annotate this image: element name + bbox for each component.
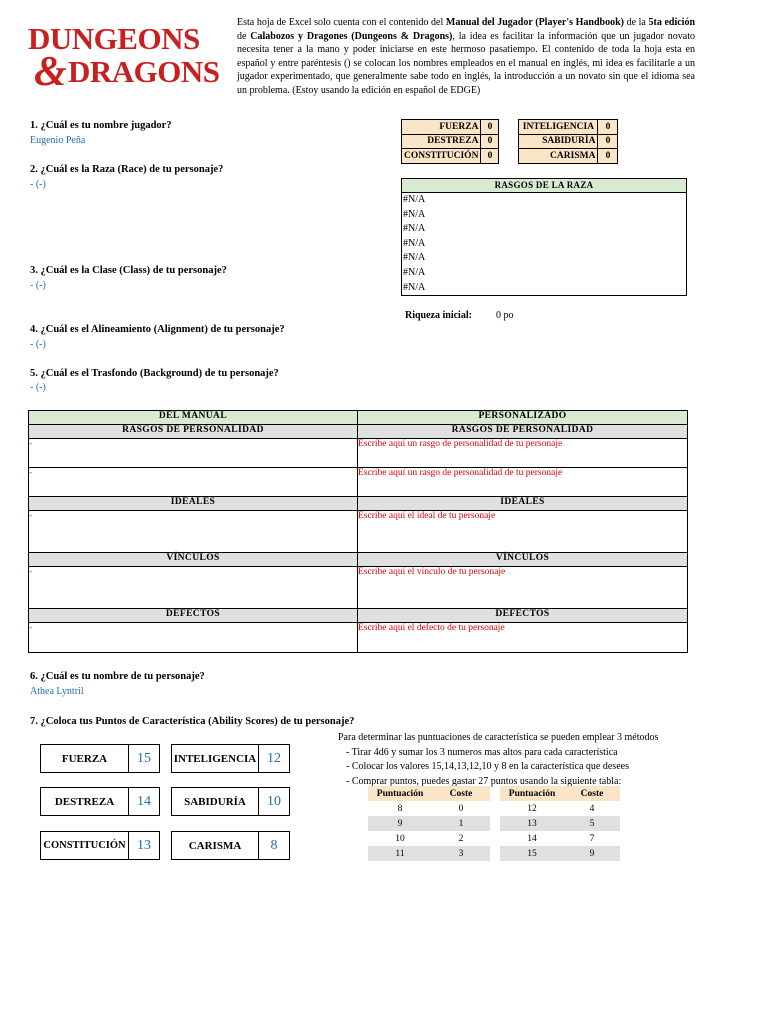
bonds-header: VÍNCULOS [358, 553, 688, 567]
mini-stat-name: DESTREZA [402, 134, 481, 149]
score-name: CARISMA [172, 832, 259, 859]
race-trait-row: #N/A [403, 281, 426, 293]
score-box-constitution [40, 831, 160, 860]
cost-table-right [500, 786, 620, 861]
answer-player-name[interactable]: Eugenio Peña [30, 135, 86, 146]
cost-header-cost: Coste [564, 786, 620, 801]
method-1: - Tirar 4d6 y sumar los 3 numeros mas altos para cada característica [346, 746, 618, 758]
question-player-name: 1. ¿Cuál es tu nombre jugador? [30, 120, 172, 131]
mini-stat-value: 0 [481, 149, 499, 164]
method-3: - Comprar puntos, puedes gastar 27 puntos usando la siguiente tabla: [346, 775, 622, 787]
column-custom-header: PERSONALIZADO [358, 411, 688, 425]
answer-race[interactable]: - (-) [30, 179, 46, 190]
answer-alignment[interactable]: - (-) [30, 339, 46, 350]
logo-ampersand: & [34, 49, 67, 95]
cost-cell: 12 [527, 803, 537, 814]
personality-table [28, 410, 688, 653]
score-box-wisdom [171, 787, 290, 816]
race-traits-header: RASGOS DE LA RAZA [402, 179, 686, 193]
cost-cell: 13 [500, 816, 564, 831]
score-name: DESTREZA [41, 788, 129, 815]
race-trait-row: #N/A [403, 194, 426, 205]
question-ability-scores: 7. ¿Coloca tus Puntos de Característica (Ability Scores) de tu personaje? [30, 716, 355, 727]
method-2: - Colocar los valores 15,14,13,12,10 y 8 en la característica que desees [346, 761, 629, 772]
cost-cell: 15 [500, 846, 564, 861]
manual-flaw[interactable]: - [29, 623, 358, 653]
question-alignment: 4. ¿Cuál es el Alineamiento (Alignment) de tu personaje? [30, 324, 285, 335]
cost-header-cost: Coste [432, 786, 490, 801]
bonds-header: VÍNCULOS [29, 553, 358, 567]
score-name: SABIDURÍA [172, 788, 259, 815]
mini-stat-name: INTELIGENCIA [519, 120, 598, 135]
mini-spacer [499, 120, 519, 135]
mini-stat-value: 0 [598, 120, 618, 135]
custom-ideal[interactable]: Escribe aquí el ideal de tu personaje [358, 511, 688, 553]
score-value[interactable]: 15 [137, 750, 151, 766]
methods-text [338, 731, 658, 789]
mini-stat-value: 0 [598, 149, 618, 164]
mini-stat-name: CARISMA [519, 149, 598, 164]
mini-stat-value: 0 [598, 134, 618, 149]
score-value[interactable]: 12 [267, 750, 281, 766]
dnd-logo [28, 21, 232, 95]
ideals-header: IDEALES [29, 497, 358, 511]
cost-cell: 14 [527, 833, 537, 844]
question-race: 2. ¿Cuál es la Raza (Race) de tu personaje? [30, 164, 224, 175]
question-class: 3. ¿Cuál es la Clase (Class) de tu personaje? [30, 265, 227, 276]
manual-ideal[interactable]: - [29, 511, 358, 553]
wealth-label: Riqueza inicial: [405, 310, 472, 321]
methods-intro: Para determinar las puntuaciones de característica se pueden emplear 3 métodos [338, 732, 659, 743]
score-name: CONSTITUCIÓN [41, 832, 129, 859]
mini-spacer [499, 149, 519, 164]
score-box-dexterity [40, 787, 160, 816]
cost-cell: 2 [458, 833, 464, 844]
cost-cell: 5 [564, 816, 620, 831]
cost-table-left [368, 786, 490, 861]
race-trait-row: #N/A [403, 266, 426, 278]
score-name: FUERZA [41, 745, 129, 772]
logo-line1: DUNGEONS [28, 21, 200, 56]
traits-header: RASGOS DE PERSONALIDAD [358, 425, 688, 439]
wealth-value: 0 po [496, 310, 514, 321]
mini-spacer [499, 134, 519, 149]
mini-stats-table [401, 119, 618, 164]
cost-cell: 0 [458, 803, 464, 814]
flaws-header: DEFECTOS [29, 609, 358, 623]
cost-cell: 3 [432, 846, 490, 861]
question-character-name: 6. ¿Cuál es tu nombre de tu personaje? [30, 671, 205, 682]
intro-text: Esta hoja de Excel solo cuenta con el contenido del Manual del Jugador (Player's Handbook) de la 5ta edición de Calabozos y Dragones (Dungeons & Dragons), la idea es facilitar la información que un jugador novato necesita tener a la mano y poder iniciarse en este hermoso pasatiempo. El contenido de toda la hoja esta en español y entre paréntesis () se colocan los nombres empleados en el manual en inglés, mi idea es facilitarle a un jugador experimentado, que generalmente sabe todo en inglés, la introducción a un novato sin que el idioma sea un problema. (Estoy usando la edición en español de EDGE) [237, 17, 696, 96]
race-trait-row: #N/A [403, 223, 426, 235]
column-manual-header: DEL MANUAL [29, 411, 358, 425]
manual-bond[interactable]: - [29, 567, 358, 609]
race-trait-row: #N/A [403, 237, 426, 249]
score-box-charisma [171, 831, 290, 860]
answer-class[interactable]: - (-) [30, 280, 46, 291]
mini-stat-value: 0 [481, 134, 499, 149]
mini-stat-name: SABIDURÍA [519, 134, 598, 149]
score-value[interactable]: 13 [137, 837, 151, 853]
answer-character-name[interactable]: Athea Lyntril [30, 686, 84, 697]
question-background: 5. ¿Cuál es el Trasfondo (Background) de tu personaje? [30, 368, 279, 379]
custom-trait-2[interactable]: Escribe aquí un rasgo de personalidad de tu personaje [358, 468, 688, 497]
cost-cell: 8 [397, 803, 403, 814]
cost-cell: 10 [395, 833, 405, 844]
cost-cell: 1 [432, 816, 490, 831]
answer-background[interactable]: - (-) [30, 382, 46, 393]
race-trait-row: #N/A [403, 208, 426, 220]
manual-trait-2[interactable]: - [29, 468, 358, 497]
manual-trait-1[interactable]: - [29, 439, 358, 468]
mini-stat-name: CONSTITUCIÓN [402, 149, 481, 164]
cost-cell: 9 [564, 846, 620, 861]
ideals-header: IDEALES [358, 497, 688, 511]
race-trait-row: #N/A [403, 252, 426, 264]
score-value[interactable]: 14 [137, 793, 151, 809]
custom-flaw[interactable]: Escribe aquí el defecto de tu personaje [358, 623, 688, 653]
race-traits-box [401, 178, 687, 296]
mini-stat-name: FUERZA [402, 120, 481, 135]
score-name: INTELIGENCIA [172, 745, 259, 772]
cost-cell: 4 [589, 803, 595, 814]
custom-bond[interactable]: Escribe aquí el vínculo de tu personaje [358, 567, 688, 609]
score-box-intelligence [171, 744, 290, 773]
logo-line2: DRAGONS [68, 54, 220, 89]
cost-header-score: Puntuación [368, 786, 432, 801]
cost-cell: 11 [368, 846, 432, 861]
custom-trait-1[interactable]: Escribe aquí un rasgo de personalidad de tu personaje [358, 439, 688, 468]
cost-header-score: Puntuación [500, 786, 564, 801]
score-box-strength [40, 744, 160, 773]
score-value[interactable]: 10 [267, 793, 281, 809]
mini-stat-value: 0 [481, 120, 499, 135]
cost-cell: 9 [368, 816, 432, 831]
score-value[interactable]: 8 [270, 837, 278, 853]
flaws-header: DEFECTOS [358, 609, 688, 623]
traits-header: RASGOS DE PERSONALIDAD [29, 425, 358, 439]
cost-cell: 7 [589, 833, 595, 844]
